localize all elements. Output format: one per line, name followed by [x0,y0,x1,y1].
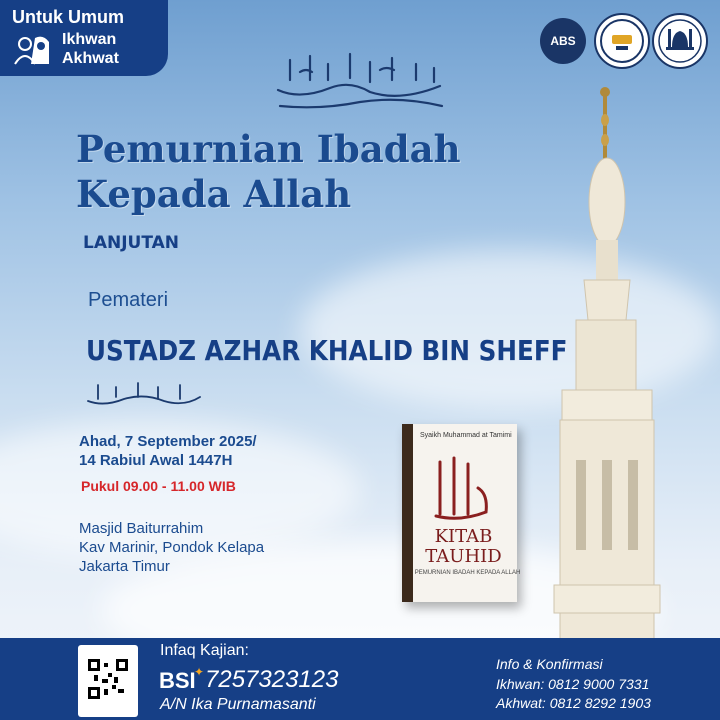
emblem-icon [596,15,648,67]
qr-code-icon [88,659,128,699]
bank-logo: BSI [159,668,196,693]
majelis-ilmu-logo [594,13,650,69]
book-cover [402,424,521,602]
location-line-1: Masjid Baiturrahim [79,520,204,537]
mosque-icon [654,15,706,67]
qris-card [78,645,138,717]
contact-title: Info & Konfirmasi [496,656,603,672]
book-title-line-2: TAUHID [425,546,502,567]
minaret-illustration [540,80,690,640]
bsi-star-icon: ✦ [194,665,205,679]
event-date-gregorian: Ahad, 7 September 2025/ [79,433,257,450]
masjid-baiturrahim-logo [652,13,708,69]
event-time: Pukul 09.00 - 11.00 WIB [81,478,236,494]
abs-logo [540,18,586,64]
honorific-calligraphy [84,381,204,409]
location-line-2: Kav Marinir, Pondok Kelapa [79,539,265,556]
people-icon [13,34,53,66]
event-date-hijri: 14 Rabiul Awal 1447H [79,452,233,469]
account-number: 7257323123 [205,666,339,693]
title-line-1: Pemurnian Ibadah [76,127,461,171]
account-name: A/N Ika Purnamasanti [160,696,316,713]
speaker-name: USTADZ AZHAR KHALID BIN SHEFF [86,334,568,367]
contact-akhwat: Akhwat: 0812 8292 1903 [496,695,651,711]
abs-logo-text: ABS [550,34,576,48]
book-subtitle: PEMURNIAN IBADAH KEPADA ALLAH [414,570,521,576]
speaker-label: Pemateri [88,289,169,311]
audience-badge [0,0,168,76]
event-subtitle: LANJUTAN [83,233,180,253]
bismillah-calligraphy [270,50,450,114]
book-title-line-1: KITAB [434,526,493,547]
book-author: Syaikh Muhammad at Tamimi [420,432,512,439]
audience-title: Untuk Umum [12,7,124,27]
allah-calligraphy-icon [430,454,492,522]
contact-ikhwan: Ikhwan: 0812 9000 7331 [496,676,650,692]
infaq-label: Infaq Kajian: [160,642,249,659]
book-spine [402,424,413,602]
audience-ikhwan: Ikhwan [62,31,117,48]
event-title [76,127,461,217]
audience-akhwat: Akhwat [62,50,119,67]
title-line-2: Kepada Allah [76,172,352,216]
location-line-3: Jakarta Timur [79,558,170,575]
